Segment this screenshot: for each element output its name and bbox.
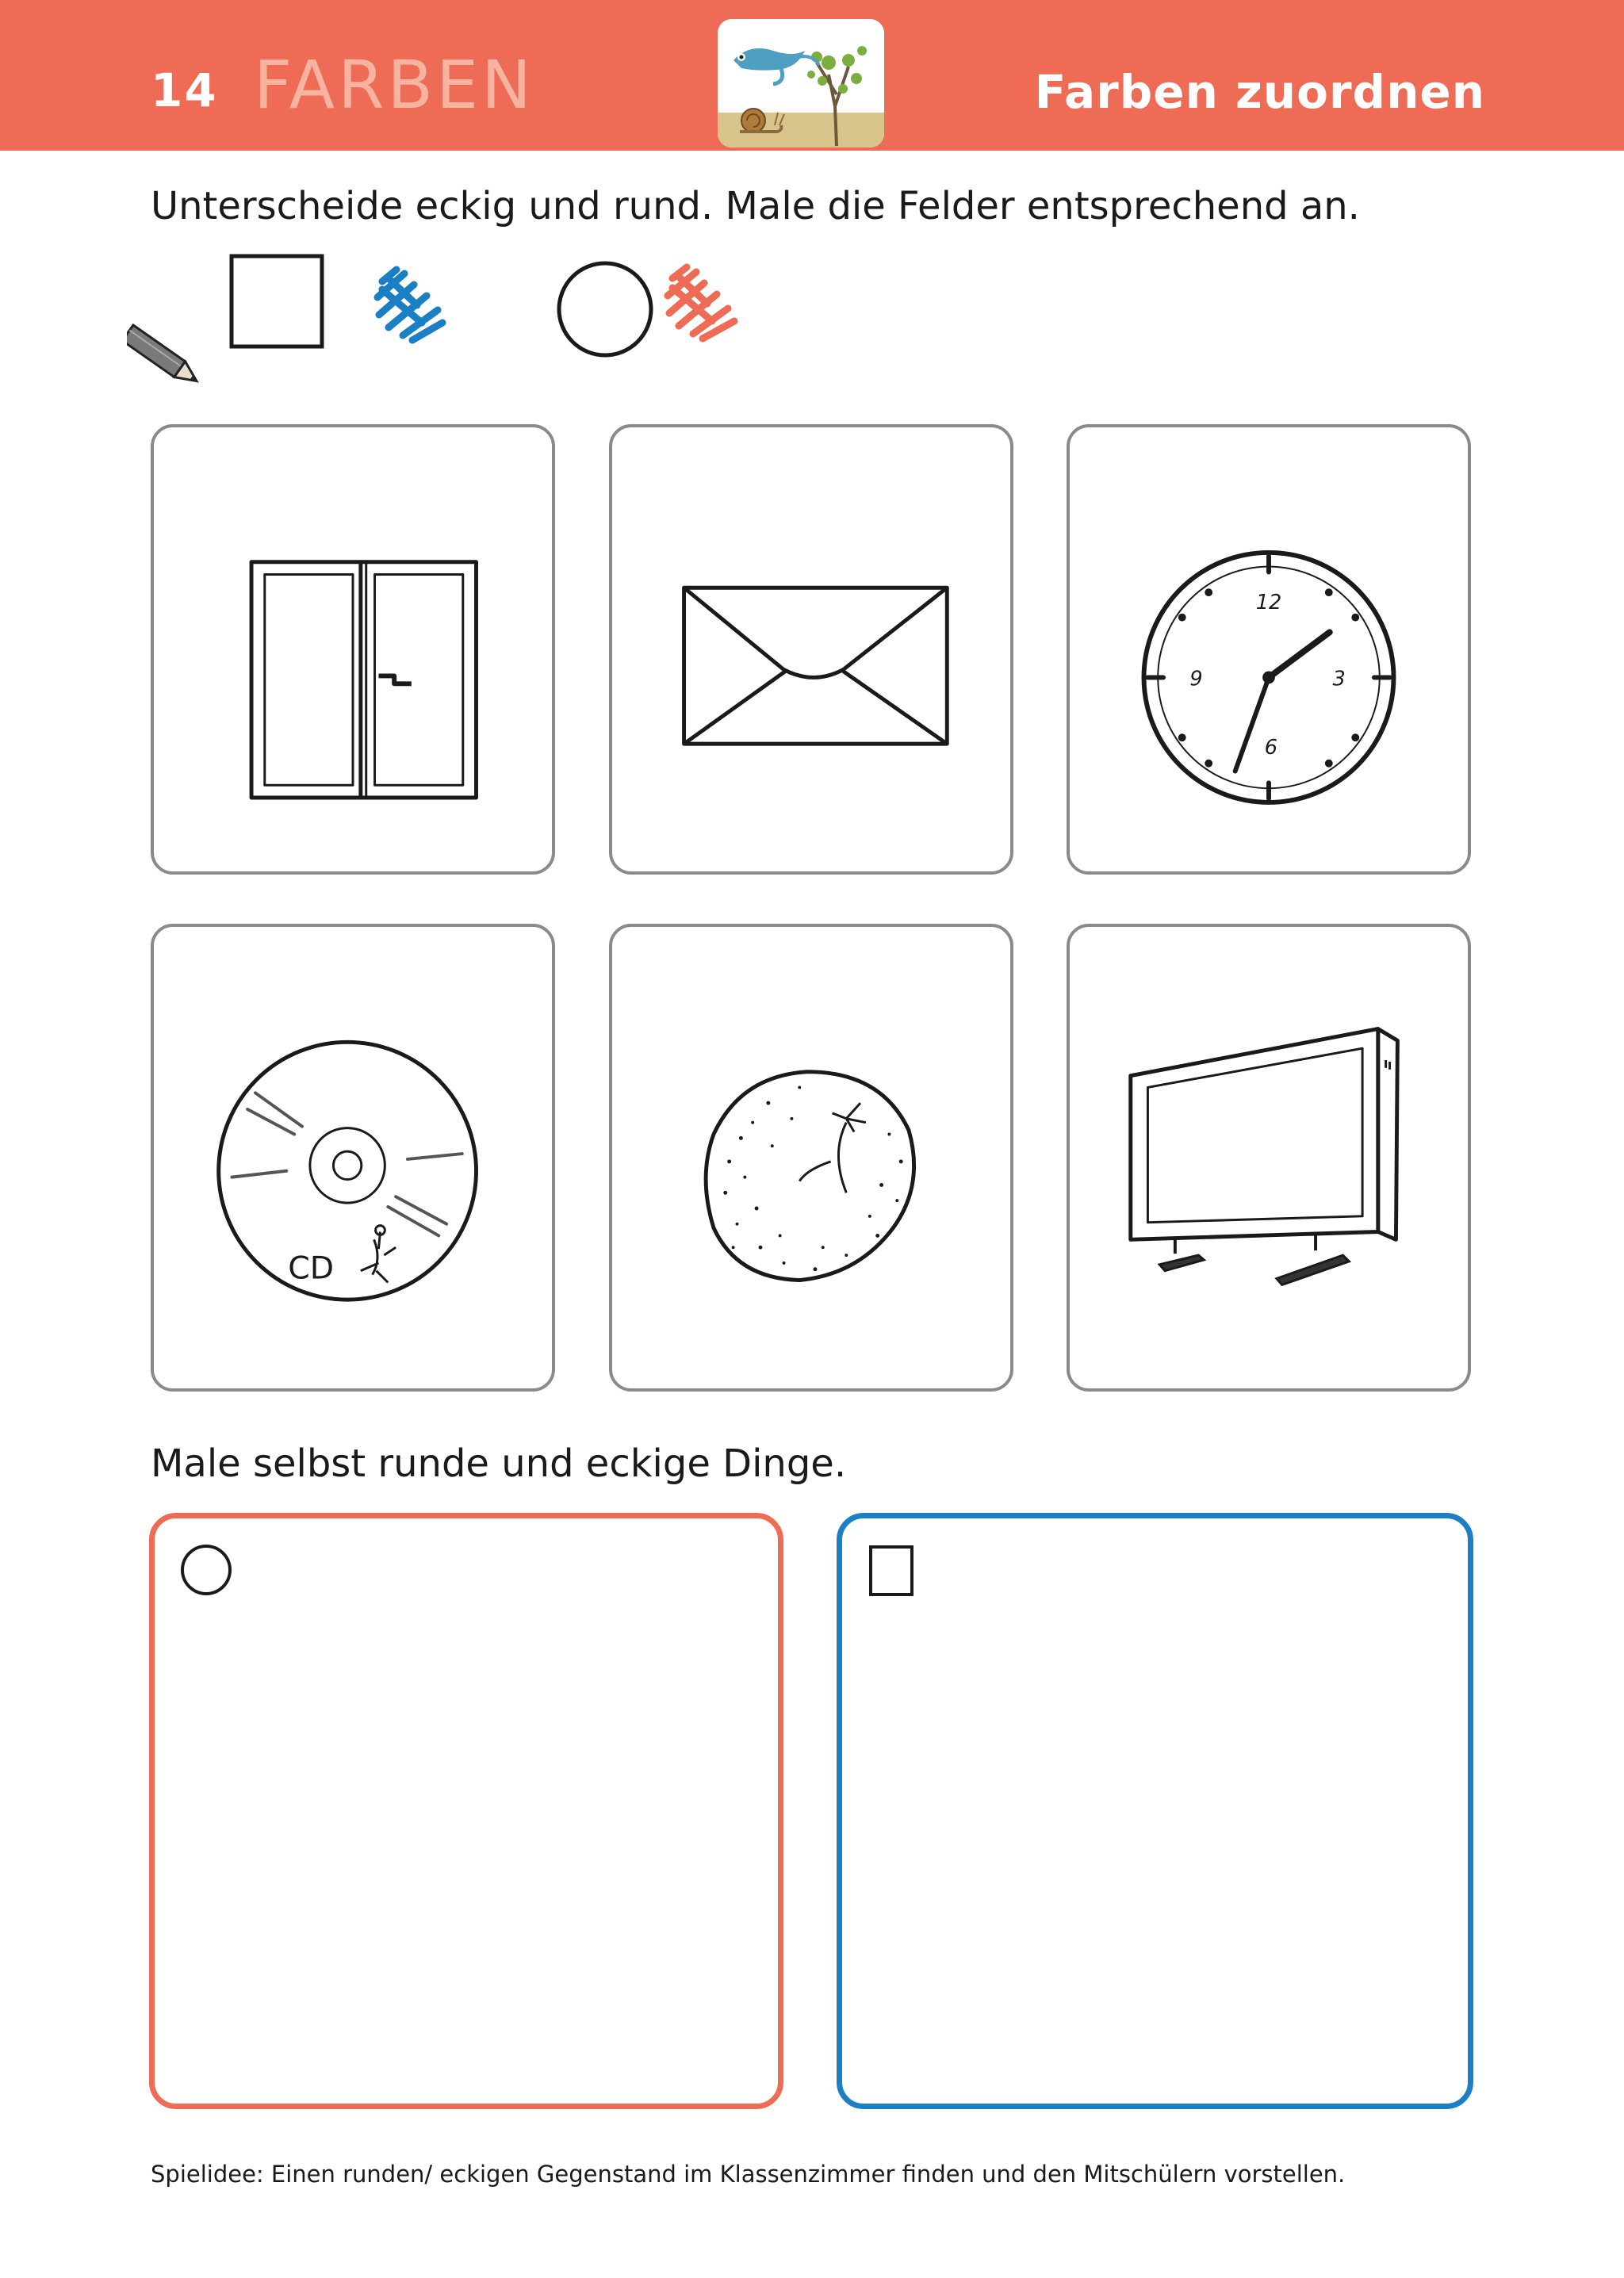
cd-icon: [154, 927, 552, 1388]
orange-icon: [612, 927, 1010, 1388]
tv-icon: [1070, 927, 1468, 1388]
circle-shape-icon: [559, 263, 651, 355]
page-number: 14: [151, 63, 218, 117]
circle-shape-icon: [178, 1542, 234, 1598]
chameleon-snail-logo-icon: [718, 19, 884, 147]
cd-label: CD: [288, 1250, 335, 1287]
square-shape-icon: [232, 256, 322, 346]
card-window[interactable]: [151, 424, 555, 875]
card-cd[interactable]: [151, 924, 555, 1392]
topic-title: Farben zuordnen: [1034, 65, 1485, 119]
task1-instruction: Unterscheide eckig und rund. Male die Felder entsprechend an.: [151, 184, 1360, 228]
color-legend: [127, 250, 793, 400]
draw-area-square[interactable]: [837, 1513, 1473, 2109]
clock-numeral-9: 9: [1189, 667, 1203, 691]
page-header: [0, 0, 1624, 151]
card-envelope[interactable]: [609, 424, 1013, 875]
card-orange[interactable]: [609, 924, 1013, 1392]
card-clock[interactable]: [1067, 424, 1471, 875]
envelope-icon: [612, 427, 1010, 871]
task2-instruction: Male selbst runde und eckige Dinge.: [151, 1441, 847, 1486]
blue-scribble-icon: [377, 270, 442, 340]
window-icon: [154, 427, 552, 871]
draw-area-round[interactable]: [149, 1513, 783, 2109]
clock-numeral-3: 3: [1332, 667, 1346, 691]
clock-numeral-12: 12: [1255, 590, 1282, 614]
square-shape-icon: [866, 1542, 921, 1598]
pencil-icon: [127, 325, 202, 389]
section-title: FARBEN: [254, 46, 534, 124]
card-tv[interactable]: [1067, 924, 1471, 1392]
clock-icon: [1070, 427, 1468, 871]
red-scribble-icon: [668, 267, 734, 339]
play-idea-note: Spielidee: Einen runden/ eckigen Gegenstand im Klassenzimmer finden und den Mitschülern vorstellen.: [151, 2161, 1346, 2188]
clock-numeral-6: 6: [1264, 735, 1278, 760]
